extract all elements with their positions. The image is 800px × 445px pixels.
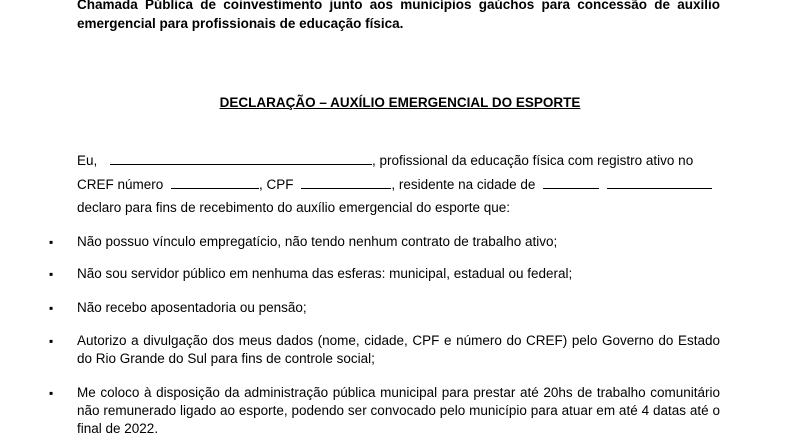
profissional-text: , profissional da educação física com registro ativo no [372, 153, 694, 168]
bullet-marker: ▪ [49, 301, 54, 315]
list-item: Não sou servidor público em nenhuma das esferas: municipal, estadual ou federal; [77, 266, 573, 281]
cpf-label: , CPF [259, 177, 294, 192]
city-field-part-2[interactable] [607, 176, 712, 189]
document-header: Chamada Pública de coinvestimento junto aos municípios gaúchos para concessão de auxílio emergencial para profissionais de educação física. [77, 0, 720, 31]
list-item: Não recebo aposentadoria ou pensão; [77, 300, 307, 315]
declaration-line-3 [77, 199, 720, 217]
declaration-line-1 [77, 152, 720, 170]
residente-text: , residente na cidade de [391, 177, 536, 192]
list-item: Não possuo vínculo empregatício, não tendo nenhum contrato de trabalho ativo; [77, 234, 558, 249]
cref-label: CREF número [77, 177, 164, 192]
eu-label: Eu, [77, 153, 98, 168]
bullet-marker: ▪ [49, 334, 54, 348]
list-item: Me coloco à disposição da administração pública municipal para prestar até 20hs de trabalho comunitário não remunerado ligado ao esporte, podendo ser convocado pelo município para atuar em até 4 datas até o final de 2022. [77, 385, 720, 436]
cpf-field[interactable] [301, 176, 391, 189]
bullet-marker: ▪ [49, 267, 54, 281]
declaration-line-2 [77, 176, 720, 194]
name-field[interactable] [110, 152, 372, 165]
cref-number-field[interactable] [171, 176, 259, 189]
bullet-marker: ▪ [49, 235, 54, 249]
page-title [0, 95, 800, 110]
list-item: Autorizo a divulgação dos meus dados (nome, cidade, CPF e número do CREF) pelo Governo do Estado do Rio Grande do Sul para fins de controle social; [77, 333, 720, 366]
declaro-text: declaro para fins de recebimento do auxílio emergencial do esporte que: [77, 200, 511, 215]
city-field-part-1[interactable] [543, 176, 599, 189]
page-title-text: DECLARAÇÃO – AUXÍLIO EMERGENCIAL DO ESPORTE [219, 95, 581, 110]
bullet-marker: ▪ [49, 386, 54, 400]
